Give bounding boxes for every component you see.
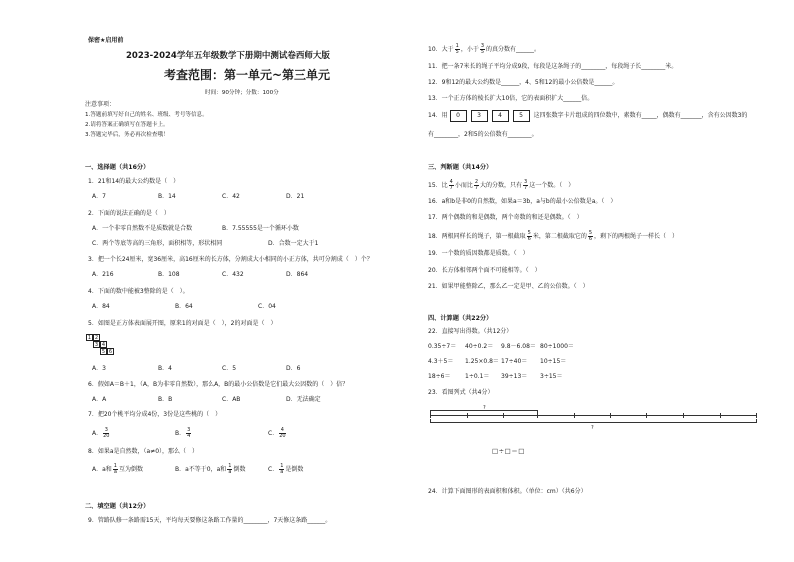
tick-7 (683, 413, 684, 418)
calc-r3-c4: 3÷15＝ (540, 373, 563, 380)
q8-opt-c[interactable]: C． $\frac{1}{a}$ 是倒数 (268, 463, 304, 475)
tick-9 (756, 413, 757, 418)
calc-r3-c2: 1÷0.1＝ (465, 373, 490, 380)
q24: 24．计算下面图形的表面积和体积。（单位：cm）（共6分） (428, 488, 587, 495)
q2-opt-d[interactable]: D．合数一定大于1 (268, 240, 319, 247)
q13: 13．一个正方体的棱长扩大10倍，它的表面积扩大______倍。 (428, 95, 594, 102)
tick-0 (430, 413, 431, 418)
tick-5 (610, 413, 611, 418)
note-3: 3.答题完毕后，务必再次检查哦！ (85, 132, 169, 138)
q16: 16．a和b是非0的自然数，如果a＝3b，a与b的最小公倍数是a。（ ） (428, 198, 617, 205)
digit-card-5: 5 (513, 110, 530, 122)
q5: 5．如图是正方体表面展开图，原来1的对面是（ ），2的对面是（ ） (88, 320, 277, 327)
q3-opt-b[interactable]: B．108 (158, 271, 180, 278)
note-1: 1.答题前填写好自己的姓名、班级、考号等信息。 (85, 112, 208, 118)
q21: 21．如果甲能整除乙，那么乙一定是甲、乙的公倍数。（ ） (428, 283, 589, 290)
segment-line (430, 415, 757, 416)
q22: 22．直接写出得数。（共12分） (428, 328, 513, 335)
q2: 2．下面的说法正确的是（ ） (88, 210, 170, 217)
section-3-title: 三、判断题（共14分） (428, 164, 493, 171)
q12: 12．9和12的最大公约数是______，4、5和12的最小公倍数是______。 (428, 79, 619, 86)
q1: 1．21和14的最大公约数是（ ） (88, 178, 180, 185)
q14: 14．用 0 3 4 5 这四张数字卡片组成的四位数中，素数有_____，偶数有_______，含有公因数3的 (428, 110, 747, 122)
q2-opt-a[interactable]: A．一个非零自然数不是质数就是合数 (92, 225, 193, 232)
calc-r1-c4: 80÷1000＝ (540, 343, 574, 350)
notes-title: 注意事项： (85, 101, 116, 108)
net-cell-5: 5 (101, 349, 106, 355)
q1-opt-a[interactable]: A．7 (92, 193, 106, 200)
exam-time: 时间：90分钟；分数：100分 (205, 90, 279, 96)
q8-opt-a[interactable]: A．a和 $\frac{1}{a}$ 互为倒数 (92, 463, 143, 475)
q6-opt-b[interactable]: B．B (158, 396, 173, 403)
diagram-mark-bottom: ? (591, 425, 594, 431)
tick-6 (646, 413, 647, 418)
q1-opt-c[interactable]: C．42 (222, 193, 240, 200)
q11: 11．把一条7米长的绳子平均分成9段，每段是这条绳子的________，每段绳子长________米。 (428, 63, 678, 70)
q23-formula[interactable]: □÷□＝□ (492, 447, 525, 455)
q2-opt-b[interactable]: B．7.55555是一个循环小数 (222, 225, 299, 232)
q23: 23．看图列式（共4分） (428, 389, 494, 396)
diagram-mark-top: ? (483, 405, 486, 411)
q3: 3．把一个长24厘米，宽36厘米，高16厘米的长方体，分割成大小相同的小正方体，共可分割成（ ）个？ (88, 256, 373, 263)
q3-opt-d[interactable]: D．864 (286, 271, 309, 278)
section-1-title: 一、选择题（共16分） (85, 164, 150, 171)
q8: 8．如果a是自然数，（a≠0），那么（ ） (88, 448, 199, 455)
calc-r1-c1: 0.35÷7＝ (428, 343, 457, 350)
q6-opt-c[interactable]: C．AB (222, 396, 241, 403)
tick-2 (503, 413, 504, 418)
q6-opt-d[interactable]: D．无法确定 (286, 396, 321, 403)
q19: 19．一个数的质因数都是质数。（ ） (428, 250, 529, 257)
q7-opt-a[interactable]: A． $\frac{3}{20}$ (92, 427, 110, 439)
section-4-title: 四、计算题（共22分） (428, 315, 493, 322)
calc-r2-c4: 10÷15＝ (540, 358, 567, 365)
q5-opt-d[interactable]: D．6 (286, 365, 301, 372)
q3-opt-c[interactable]: C．432 (222, 271, 244, 278)
calc-r3-c1: 18÷6＝ (428, 373, 451, 380)
net-cell-6: 6 (108, 349, 113, 355)
digit-card-0: 0 (450, 110, 467, 122)
q15: 15．比 $\frac{4}{7}$ 小而比 $\frac{2}{7}$ 大的分数，只有 $\frac{3}{7}$ 这一个数。（ ） (428, 179, 575, 191)
q5-opt-b[interactable]: B．4 (158, 365, 172, 372)
q18: 18．两根同样长的绳子，第一根截取 $\frac{5}{6}$ 米，第二根截取它的 $\frac{5}{6}$ ，剩下的两根绳子一样长（ ） (428, 230, 679, 242)
brace-top (430, 410, 538, 411)
digit-card-3: 3 (471, 110, 488, 122)
tick-1 (467, 413, 468, 418)
q8-opt-b[interactable]: B．a不等于0，a和 $\frac{1}{a}$ 倒数 (175, 463, 246, 475)
q7-opt-c[interactable]: C． $\frac{4}{20}$ (268, 427, 286, 439)
q14-cont: 有________，2和5的公倍数有________。 (428, 131, 538, 138)
tick-8 (720, 413, 721, 418)
q7-opt-b[interactable]: B． $\frac{3}{4}$ (175, 427, 191, 439)
q17: 17．两个偶数的和是偶数，两个奇数的和还是偶数。（ ） (428, 214, 583, 221)
net-cell-4: 4 (101, 342, 106, 348)
calc-r2-c3: 17÷40＝ (501, 358, 528, 365)
q4-opt-c[interactable]: C．04 (258, 303, 276, 310)
calc-r3-c3: 39÷13＝ (501, 373, 528, 380)
net-cell-3: 3 (94, 342, 99, 348)
q5-opt-a[interactable]: A．3 (92, 365, 106, 372)
secret-label: 保密★启用前 (88, 37, 124, 44)
q10: 10．大于 $\frac{1}{5}$ ，小于 $\frac{3}{5}$ 的真分数有______。 (428, 43, 541, 55)
q6: 6．假如A＝B＋1，（A，B为非零自然数），那么A，B的最小公倍数是它们最大公因数的（ ）倍？ (88, 381, 349, 388)
brace-bottom-right (756, 419, 757, 422)
net-cell-2: 2 (94, 335, 99, 341)
q4-opt-b[interactable]: B．64 (175, 303, 193, 310)
q3-opt-a[interactable]: A．216 (92, 271, 114, 278)
calc-r2-c2: 1.25×0.8＝ (465, 358, 499, 365)
q6-opt-a[interactable]: A．A (92, 396, 107, 403)
brace-bottom (430, 422, 757, 423)
calc-r1-c2: 40÷0.2＝ (465, 343, 494, 350)
exam-title: 2023-2024学年五年级数学下册期中测试卷西师大版 (126, 51, 330, 61)
q2-opt-c[interactable]: C．两个等底等高的三角形，面积相等，形状相同 (92, 240, 223, 247)
q1-opt-d[interactable]: D．21 (286, 193, 305, 200)
q7: 7．把20个桃平均分成4份，3份是这些桃的（ ） (88, 411, 222, 418)
q1-opt-b[interactable]: B．14 (158, 193, 176, 200)
section-2-title: 二、填空题（共12分） (85, 503, 150, 510)
brace-bottom-left (430, 419, 431, 422)
calc-r1-c3: 9.8－6.08＝ (501, 343, 536, 350)
q4-opt-a[interactable]: A．84 (92, 303, 110, 310)
exam-scope: 考查范围：第一单元~第三单元 (164, 68, 331, 82)
q5-opt-c[interactable]: C．5 (222, 365, 237, 372)
digit-card-4: 4 (492, 110, 509, 122)
net-cell-1: 1 (87, 335, 92, 341)
tick-4 (574, 413, 575, 418)
q4: 4．下面的数中能被3整除的是（ ）。 (88, 288, 189, 295)
tick-3 (537, 413, 538, 418)
note-2: 2.请将答案正确填写在答题卡上。 (85, 122, 169, 128)
calc-r2-c1: 4.3＋5＝ (428, 358, 454, 365)
q9: 9．管路队修一条路需15天，平均每天要修这条路工作量的________，7天修这条路______。 (88, 517, 332, 524)
q20: 20．长方体相邻两个面不可能相等。（ ） (428, 267, 541, 274)
